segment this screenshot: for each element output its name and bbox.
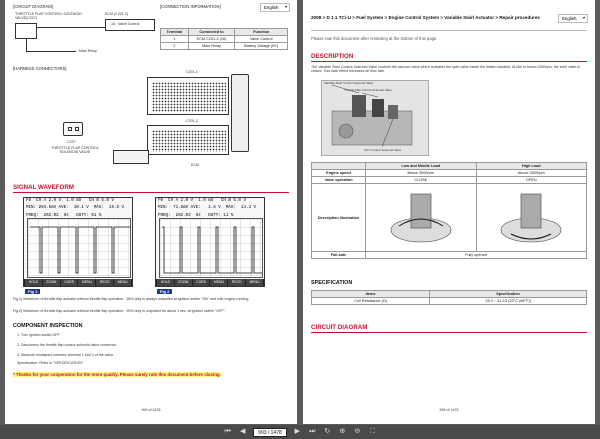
cell: 1 [161,36,189,43]
page-input[interactable]: 993 / 1478 [253,428,287,437]
scope-btn: RECD [228,279,245,286]
scope-btn: RECD [96,279,113,286]
scope-line-2: MIN: 71.5mV AVE: 1.6 V MAX: 14.3 V [158,206,257,211]
cell: Main Relay [188,43,235,50]
step-3-spec: Specification: Refer to "SPECIFICATION". [17,361,84,365]
circuit-diagram-title: CIRCUIT DIAGRAM [311,324,587,333]
pin-1 [68,127,72,131]
scope-btn: MENU [78,279,95,286]
cell: Description illustration [312,184,366,252]
page-number: 994 of 1478 [439,408,459,412]
table-row [312,298,587,305]
step-1: 1. Turn ignition switch OFF. [17,333,61,337]
solenoid-symbol [15,23,37,39]
circuit-diagram-label: [CIRCUIT DIAGRAM] [13,4,53,9]
cell: Above 3000rpm [476,170,587,177]
ecm-side-block [113,150,149,164]
zoom-in-icon[interactable]: ⊕ [339,428,346,435]
last-page-icon[interactable]: ⏭ [309,428,316,435]
wire [37,27,105,28]
col-function: Function [235,29,288,36]
cell: Below 3000rpm [366,170,477,177]
valve-control-label: 16 : Valve Control [111,22,140,26]
col-specification: Specification [430,291,587,298]
description-title: DESCRIPTION [311,53,587,62]
signal-waveform-title: SIGNAL WAVEFORM [13,184,289,193]
cell: Coil Resistance (Ω) [312,298,430,305]
scope-btn: MENU [210,279,227,286]
waveform-fig1 [28,219,132,279]
table-row [161,43,288,50]
fig2-caption: Fig.2) Waveform of throttle flap actuator without throttle flap operation : 90% duty is outputted for about 1 sec. at ignition switch "OFF". [13,309,226,313]
illustration-closed [366,184,477,252]
ecm-connector-c201-2 [147,125,229,155]
illustration-open [476,184,587,252]
image-label-2: Throttle Flap Control Solenoid Valve [344,88,392,92]
spec-table [311,290,587,305]
col-items: Items [312,291,430,298]
oscilloscope-fig1 [23,197,133,287]
swirl-valve-open-illustration [491,186,571,248]
scope-btn: MENU [246,279,263,286]
wire [26,39,27,51]
cell: ECM C201-2 (16) [188,36,235,43]
scope-btn: CURS [193,279,210,286]
cell: 2 [161,43,189,50]
breadcrumb: 2008 > D 1.1 TCi-U > Fuel System > Engine Control System > Variable Swirl Actuator > Repair procedures [311,15,540,20]
description-text: The Variable Swirl Control Solenoid Valve controls the vacuum valve which activates the swirl valve inside the intake manifold. At idle or below 3000rpm, the swirl valve is closed. This swirl effect increases air flow rate. [311,65,580,74]
scope-buttons [24,279,132,286]
first-page-icon[interactable]: ⏮ [224,428,231,435]
cell: 28.3 ~ 31.1Ω [20°C (68°F)] [430,298,587,305]
scope-btn: CURS [61,279,78,286]
solenoid-label: THROTTLE FLAP CONTROL SOLENOID VALVE(C227) [15,12,82,21]
c201-2-label: C201-2 [186,119,198,123]
cell: Engine speed [312,170,366,177]
col-low-middle: Low and Middle Load [366,163,477,170]
scope-line-3: FREQ: 202.03 Hz DUTY: 11 % [158,213,234,218]
table-row [312,252,587,259]
step-3: 3. Measure resistance between terminal 1 and 2 of the valve. [17,353,115,357]
specification-title: SPECIFICATION [311,280,353,286]
scope-line-1: F0 CH A 2.0 V 1.0 mS CH B 5.0 V [158,199,246,203]
scope-btn: MENU [114,279,131,286]
thanks-note: * Thanks for your cooperation for the more quality. Please surely rate this document before closing. [13,372,221,377]
table-row [161,36,288,43]
cell: Valve Control [235,36,288,43]
c227-desc: THROTTLE FLAP CONTROL SOLENOID VALVE [51,146,99,155]
zoom-out-icon[interactable]: ⊖ [354,428,361,435]
image-label-1: Variable Swirl Control Solenoid Valve [324,81,374,85]
cell: Fail-safe [312,252,366,259]
table-row [312,184,587,252]
table-row [312,177,587,184]
refresh-icon[interactable]: ↻ [324,428,331,435]
engine-image [321,80,429,156]
swirl-valve-closed-illustration [381,186,461,248]
cell: Fully opened [366,252,587,259]
divider [311,30,587,31]
ecm-connector-c201-1 [147,77,229,115]
scope-btn: ZOOM [43,279,60,286]
connection-table [160,28,288,50]
language-select[interactable]: English ▾ [260,3,290,12]
wire [26,51,76,52]
waveform-fig2 [160,219,264,279]
scope-line-3: FREQ: 202.02 Hz DUTY: 61 % [26,213,102,218]
scope-line-2: MIN: 204.5mV AVE: 10.1 V MAX: 15.5 V [26,206,125,211]
oscilloscope-fig2 [155,197,265,287]
step-2: 2. Disconnect the throttle flap control solenoid valve connector. [17,343,117,347]
col-high: High Load [476,163,587,170]
c227-label: C227 [67,140,76,144]
next-page-icon[interactable]: ▶ [294,428,300,435]
scope-grid [159,218,263,278]
page-994 [303,0,595,424]
pin-2 [75,127,79,131]
prev-page-icon[interactable]: ◀ [239,428,246,435]
component-inspection-title: COMPONENT INSPECTION [13,323,83,329]
page-number: 993 of 1478 [141,408,161,412]
cell: CLOSE [366,177,477,184]
scope-btn: ZOOM [175,279,192,286]
ecm-label: ECM [191,163,199,167]
table-row [312,170,587,177]
fig1-caption: Fig.1) Waveform of throttle flap actuator without throttle flap operation : 38% duty is always outputted at ignition switch "ON" and with engine running. [13,297,250,301]
connector-pins [152,130,226,152]
cell: Valve operation [312,177,366,184]
cell: OPEN [476,177,587,184]
fig1-tag: Fig 1 [25,289,40,294]
scope-btn: HOLD [25,279,42,286]
load-table [311,162,587,259]
col-blank [312,163,366,170]
col-connected-to: Connected to [188,29,235,36]
fig2-tag: Fig 2 [157,289,172,294]
page-993 [5,0,297,424]
ecm-connector-label: ECM (C201-2) [105,12,129,16]
main-relay-label: Main Relay [79,49,97,53]
viewer-toolbar [0,425,600,439]
language-select[interactable]: English ▾ [558,14,588,23]
c201-1-label: C201-1 [186,70,198,74]
harness-connectors-label: [HARNESS CONNECTORS] [13,66,67,71]
ecm-housing [231,74,249,152]
scope-line-1: F0 CH A 2.0 V 1.0 mS CH B 5.0 V [26,199,114,203]
connection-info-label: [CONNECTION INFORMATION] [160,4,221,9]
c227-connector [63,122,83,136]
scope-btn: HOLD [157,279,174,286]
cell: Battery Voltage (B+) [235,43,288,50]
scope-buttons [156,279,264,286]
col-terminal: Terminal [161,29,189,36]
rate-notice: Please rate this document after reviewing at the bottom of this page. [311,36,438,41]
image-label-3: VGT Control Solenoid Valve [364,148,402,152]
scope-grid [27,218,131,278]
fit-icon[interactable]: ⛶ [369,428,375,435]
connector-pins [152,82,226,112]
